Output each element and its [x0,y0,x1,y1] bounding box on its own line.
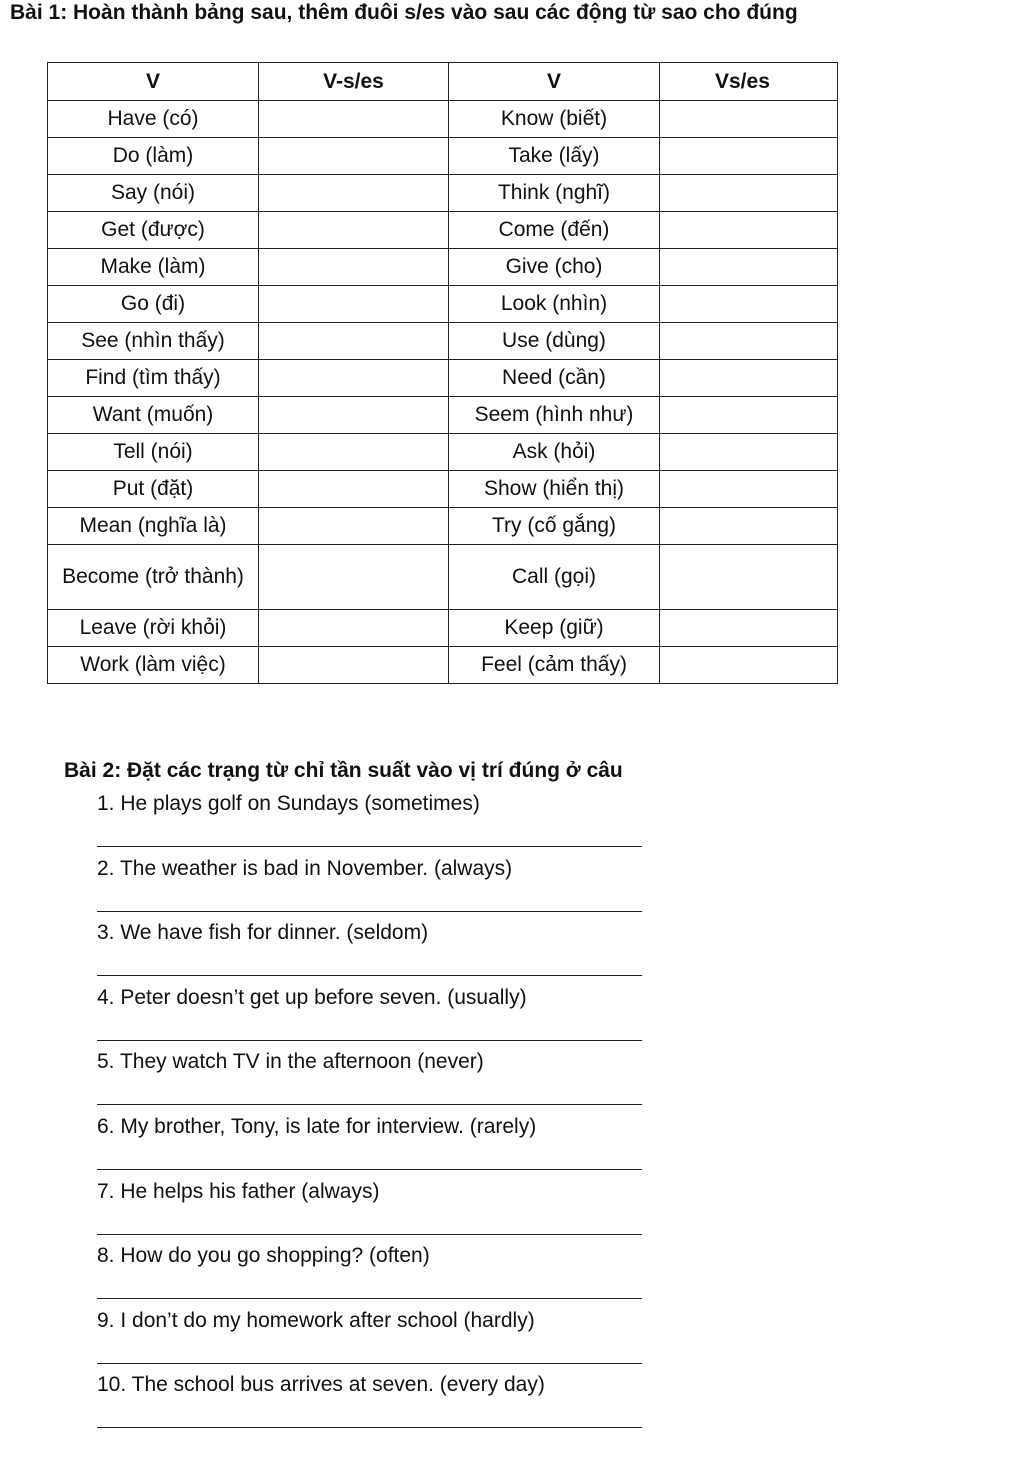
exercise-sentence: 9. I don’t do my homework after school (hardly) [97,1308,535,1332]
answer-cell[interactable] [259,360,449,397]
table-row [48,212,838,249]
answer-line[interactable] [97,1234,642,1235]
verb-cell: Do (làm) [48,138,259,175]
table-row [48,286,838,323]
answer-cell[interactable] [259,138,449,175]
list-item [97,1371,642,1436]
table-row [48,471,838,508]
exercise-2-list [97,790,642,1436]
list-item [97,919,642,984]
answer-cell[interactable] [259,249,449,286]
answer-cell[interactable] [660,323,838,360]
verb-cell: Seem (hình như) [449,397,660,434]
verb-cell: Leave (rời khỏi) [48,610,259,647]
verb-cell: Want (muốn) [48,397,259,434]
table-header-row [48,63,838,101]
table-row [48,175,838,212]
answer-line[interactable] [97,846,642,847]
answer-cell[interactable] [660,545,838,610]
verb-cell: Try (cố gắng) [449,508,660,545]
answer-line[interactable] [97,1298,642,1299]
list-item [97,790,642,855]
answer-cell[interactable] [259,212,449,249]
table-row [48,138,838,175]
table-row [48,508,838,545]
verb-cell: Mean (nghĩa là) [48,508,259,545]
header-v-1: V [48,63,259,101]
verb-cell: Tell (nói) [48,434,259,471]
verb-cell: Get (được) [48,212,259,249]
answer-cell[interactable] [660,286,838,323]
answer-line[interactable] [97,1104,642,1105]
list-item [97,1113,642,1178]
answer-line[interactable] [97,1427,642,1428]
answer-cell[interactable] [660,175,838,212]
answer-cell[interactable] [259,647,449,684]
answer-cell[interactable] [660,647,838,684]
answer-line[interactable] [97,975,642,976]
answer-cell[interactable] [259,286,449,323]
answer-line[interactable] [97,1040,642,1041]
answer-cell[interactable] [259,508,449,545]
verb-cell: Work (làm việc) [48,647,259,684]
table-row [48,610,838,647]
table-row [48,249,838,286]
exercise-1-title: Bài 1: Hoàn thành bảng sau, thêm đuôi s/es vào sau các động từ sao cho đúng [10,1,798,24]
verb-cell: Say (nói) [48,175,259,212]
answer-line[interactable] [97,1363,642,1364]
answer-cell[interactable] [660,434,838,471]
exercise-sentence: 5. They watch TV in the afternoon (never) [97,1050,484,1074]
verb-cell: Keep (giữ) [449,610,660,647]
answer-cell[interactable] [259,545,449,610]
exercise-sentence: 4. Peter doesn’t get up before seven. (usually) [97,985,527,1009]
table-row [48,101,838,138]
answer-cell[interactable] [259,397,449,434]
answer-cell[interactable] [259,175,449,212]
answer-cell[interactable] [660,471,838,508]
answer-line[interactable] [97,1169,642,1170]
exercise-sentence: 8. How do you go shopping? (often) [97,1244,430,1268]
verb-cell: Put (đặt) [48,471,259,508]
list-item [97,1307,642,1372]
table-row [48,647,838,684]
header-v-ses-1: V-s/es [259,63,449,101]
answer-cell[interactable] [660,397,838,434]
header-v-2: V [449,63,660,101]
answer-cell[interactable] [660,508,838,545]
verb-cell: Take (lấy) [449,138,660,175]
verb-cell: Find (tìm thấy) [48,360,259,397]
exercise-sentence: 7. He helps his father (always) [97,1179,380,1203]
verb-cell: Come (đến) [449,212,660,249]
list-item [97,984,642,1049]
table-row [48,397,838,434]
table-row [48,434,838,471]
verb-cell: Have (có) [48,101,259,138]
verb-cell: Go (đi) [48,286,259,323]
verb-cell: Show (hiển thị) [449,471,660,508]
list-item [97,855,642,920]
verb-cell: Need (cần) [449,360,660,397]
list-item [97,1048,642,1113]
verb-cell: Call (gọi) [449,545,660,610]
verb-cell: See (nhìn thấy) [48,323,259,360]
answer-line[interactable] [97,911,642,912]
verb-cell: Become (trở thành) [48,545,259,610]
exercise-sentence: 3. We have fish for dinner. (seldom) [97,921,429,945]
verb-cell: Feel (cảm thấy) [449,647,660,684]
verb-cell: Give (cho) [449,249,660,286]
answer-cell[interactable] [259,101,449,138]
table-row [48,545,838,610]
list-item [97,1178,642,1243]
exercise-sentence: 1. He plays golf on Sundays (sometimes) [97,792,480,815]
exercise-sentence: 2. The weather is bad in November. (always) [97,856,513,880]
table-row [48,323,838,360]
answer-cell[interactable] [660,610,838,647]
list-item [97,1242,642,1307]
answer-cell[interactable] [259,434,449,471]
exercise-2-title: Bài 2: Đặt các trạng từ chỉ tần suất vào vị trí đúng ở câu [64,759,623,782]
table-row [48,360,838,397]
answer-cell[interactable] [660,212,838,249]
verb-cell: Think (nghĩ) [449,175,660,212]
answer-cell[interactable] [660,360,838,397]
verb-cell: Ask (hỏi) [449,434,660,471]
header-v-ses-2: Vs/es [660,63,838,101]
answer-cell[interactable] [259,610,449,647]
verb-cell: Make (làm) [48,249,259,286]
verb-cell: Look (nhìn) [449,286,660,323]
verb-cell: Know (biết) [449,101,660,138]
answer-cell[interactable] [660,101,838,138]
verb-cell: Use (dùng) [449,323,660,360]
answer-cell[interactable] [660,249,838,286]
exercise-sentence: 6. My brother, Tony, is late for interview. (rarely) [97,1114,537,1138]
answer-cell[interactable] [259,323,449,360]
exercise-sentence: 10. The school bus arrives at seven. (every day) [97,1373,545,1397]
answer-cell[interactable] [259,471,449,508]
answer-cell[interactable] [660,138,838,175]
verb-table [47,62,838,684]
